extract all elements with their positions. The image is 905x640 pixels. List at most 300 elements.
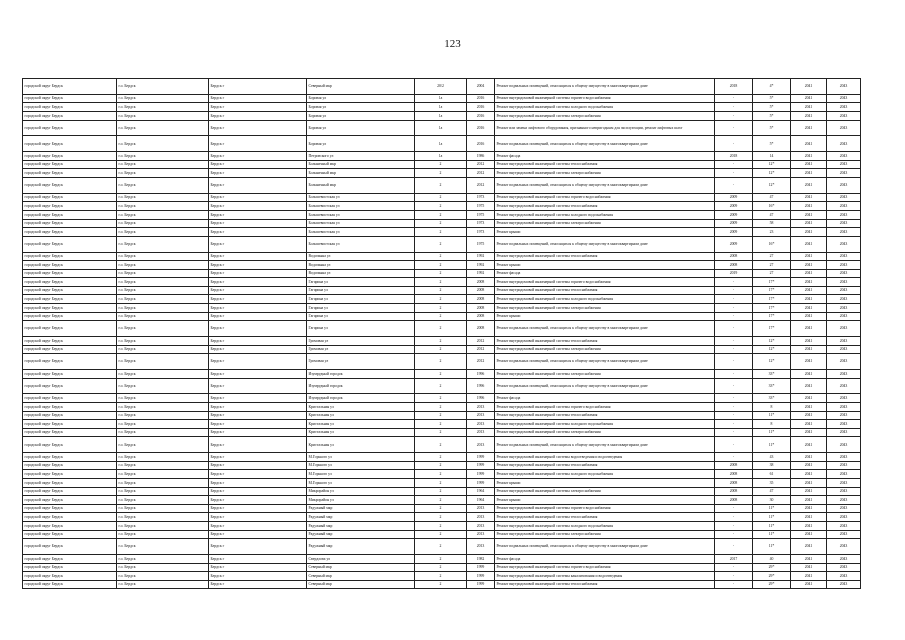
cell-build-year: 2013 (467, 428, 495, 437)
cell-plan-end-year: 2043 (827, 378, 861, 394)
cell-municipality: городской округ Бердск (23, 103, 117, 112)
cell-wear-percent: 27 (753, 261, 791, 270)
cell-work-type: Ремонт фасада (495, 554, 715, 563)
cell-house-number: 2 (415, 378, 467, 394)
table-row (23, 177, 861, 193)
cell-district: г.о. Бердск (117, 152, 209, 161)
cell-settlement: Бердск г (209, 428, 307, 437)
cell-house-number: 2 (415, 354, 467, 370)
cell-settlement: Бердск г (209, 236, 307, 252)
cell-wear-percent: 8 (753, 420, 791, 429)
cell-work-type: Ремонт внутридомовой инженерной системы электроснабжения (495, 530, 715, 539)
table-row (23, 278, 861, 287)
cell-plan-end-year: 2043 (827, 152, 861, 161)
cell-settlement: Бердск г (209, 278, 307, 287)
cell-settlement: Бердск г (209, 321, 307, 337)
cell-last-repair-year: - (715, 513, 753, 522)
cell-plan-start-year: 2041 (791, 337, 827, 346)
cell-last-repair-year: 2009 (715, 219, 753, 228)
cell-work-type: Ремонт подвальных помещений, относящихся к общему имуществу в многоквартирном доме (495, 321, 715, 337)
cell-build-year: 2008 (467, 286, 495, 295)
cell-district: г.о. Бердск (117, 554, 209, 563)
cell-work-type: Ремонт внутридомовой инженерной системы теплоснабжения (495, 337, 715, 346)
cell-district: г.о. Бердск (117, 193, 209, 202)
cell-plan-end-year: 2043 (827, 470, 861, 479)
cell-plan-end-year: 2043 (827, 496, 861, 505)
cell-district: г.о. Бердск (117, 378, 209, 394)
cell-last-repair-year: - (715, 411, 753, 420)
cell-street: Большевистская ул (307, 228, 415, 237)
cell-municipality: городской округ Бердск (23, 312, 117, 321)
table-row (23, 563, 861, 572)
cell-street: М.Горького ул (307, 461, 415, 470)
table-row (23, 504, 861, 513)
cell-plan-end-year: 2043 (827, 193, 861, 202)
cell-municipality: городской округ Бердск (23, 370, 117, 379)
cell-house-number: 2 (415, 530, 467, 539)
cell-build-year: 2016 (467, 94, 495, 103)
cell-municipality: городской округ Бердск (23, 169, 117, 178)
cell-build-year: 1992 (467, 252, 495, 261)
cell-last-repair-year: - (715, 136, 753, 152)
cell-settlement: Бердск г (209, 354, 307, 370)
cell-settlement: Бердск г (209, 411, 307, 420)
cell-wear-percent: 12* (753, 160, 791, 169)
cell-district: г.о. Бердск (117, 79, 209, 95)
cell-settlement: Бердск г (209, 169, 307, 178)
cell-work-type: Ремонт внутридомовой инженерной системы горячего водоснабжения (495, 504, 715, 513)
cell-wear-percent: 11* (753, 521, 791, 530)
cell-work-type: Ремонт внутридомовой инженерной системы холодного водоснабжения (495, 295, 715, 304)
cell-street: Петровского ул (307, 152, 415, 161)
cell-plan-start-year: 2041 (791, 411, 827, 420)
cell-work-type: Ремонт подвальных помещений, относящихся к общему имуществу в многоквартирном доме (495, 79, 715, 95)
cell-municipality: городской округ Бердск (23, 321, 117, 337)
cell-work-type: Ремонт фасада (495, 152, 715, 161)
cell-house-number: 2 (415, 228, 467, 237)
cell-work-type: Ремонт внутридомовой инженерной системы теплоснабжения (495, 461, 715, 470)
cell-last-repair-year: 2018 (715, 79, 753, 95)
cell-settlement: Бердск г (209, 378, 307, 394)
cell-work-type: Ремонт подвальных помещений, относящихся к общему имуществу в многоквартирном доме (495, 437, 715, 453)
cell-settlement: Бердск г (209, 219, 307, 228)
cell-plan-end-year: 2043 (827, 312, 861, 321)
cell-settlement: Бердск г (209, 252, 307, 261)
cell-build-year: 2013 (467, 437, 495, 453)
cell-wear-percent: 4* (753, 79, 791, 95)
cell-build-year: 1996 (467, 378, 495, 394)
cell-plan-end-year: 2043 (827, 278, 861, 287)
table-row (23, 304, 861, 313)
cell-build-year: 2008 (467, 312, 495, 321)
cell-street: Боровая ул (307, 103, 415, 112)
cell-build-year: 2013 (467, 411, 495, 420)
cell-plan-start-year: 2041 (791, 437, 827, 453)
cell-wear-percent: 12* (753, 169, 791, 178)
cell-build-year: 2013 (467, 504, 495, 513)
cell-municipality: городской округ Бердск (23, 428, 117, 437)
cell-work-type: Ремонт крыши (495, 312, 715, 321)
cell-plan-end-year: 2043 (827, 136, 861, 152)
cell-plan-start-year: 2041 (791, 219, 827, 228)
cell-street: Боровая ул (307, 111, 415, 120)
cell-municipality: городской округ Бердск (23, 269, 117, 278)
cell-plan-start-year: 2041 (791, 312, 827, 321)
cell-house-number: 2 (415, 345, 467, 354)
cell-district: г.о. Бердск (117, 304, 209, 313)
cell-wear-percent: 5* (753, 111, 791, 120)
cell-plan-start-year: 2041 (791, 136, 827, 152)
cell-house-number: 2 (415, 193, 467, 202)
cell-work-type: Ремонт внутридомовой инженерной системы горячего водоснабжения (495, 563, 715, 572)
cell-district: г.о. Бердск (117, 269, 209, 278)
cell-last-repair-year: 2009 (715, 210, 753, 219)
cell-work-type: Ремонт внутридомовой инженерной системы холодного водоснабжения (495, 103, 715, 112)
cell-house-number: 2 (415, 177, 467, 193)
table-row (23, 420, 861, 429)
cell-street: Гагарина ул (307, 312, 415, 321)
cell-plan-end-year: 2043 (827, 103, 861, 112)
cell-street: Кристальная ул (307, 403, 415, 412)
cell-wear-percent: 35 (753, 478, 791, 487)
cell-plan-start-year: 2041 (791, 169, 827, 178)
cell-work-type: Ремонт внутридомовой инженерной системы электроснабжения (495, 304, 715, 313)
cell-district: г.о. Бердск (117, 169, 209, 178)
cell-municipality: городской округ Бердск (23, 496, 117, 505)
cell-house-number: 2 (415, 437, 467, 453)
cell-build-year: 1999 (467, 461, 495, 470)
cell-district: г.о. Бердск (117, 411, 209, 420)
cell-street: Громовая ул (307, 354, 415, 370)
table-row (23, 572, 861, 581)
cell-municipality: городской округ Бердск (23, 461, 117, 470)
table-row (23, 120, 861, 136)
cell-plan-end-year: 2043 (827, 120, 861, 136)
cell-plan-end-year: 2043 (827, 572, 861, 581)
cell-work-type: Ремонт внутридомовой инженерной системы электроснабжения (495, 169, 715, 178)
cell-settlement: Бердск г (209, 261, 307, 270)
cell-municipality: городской округ Бердск (23, 304, 117, 313)
cell-work-type: Ремонт внутридомовой инженерной системы горячего водоснабжения (495, 278, 715, 287)
table-row (23, 193, 861, 202)
cell-house-number: 2 (415, 461, 467, 470)
cell-last-repair-year: 2009 (715, 236, 753, 252)
cell-build-year: 2012 (467, 337, 495, 346)
cell-street: Северный мкр (307, 572, 415, 581)
cell-plan-start-year: 2041 (791, 354, 827, 370)
cell-plan-start-year: 2041 (791, 228, 827, 237)
cell-plan-start-year: 2041 (791, 177, 827, 193)
cell-work-type: Ремонт внутридомовой инженерной системы электроснабжения (495, 428, 715, 437)
cell-district: г.о. Бердск (117, 337, 209, 346)
cell-wear-percent: 38 (753, 461, 791, 470)
cell-wear-percent: 11* (753, 437, 791, 453)
cell-plan-end-year: 2043 (827, 554, 861, 563)
cell-work-type: Ремонт внутридомовой инженерной системы холодного водоснабжения (495, 470, 715, 479)
cell-plan-end-year: 2043 (827, 428, 861, 437)
cell-street: Больничный мкр (307, 177, 415, 193)
cell-plan-end-year: 2043 (827, 202, 861, 211)
cell-wear-percent: 29* (753, 580, 791, 589)
cell-municipality: городской округ Бердск (23, 337, 117, 346)
cell-district: г.о. Бердск (117, 539, 209, 555)
cell-build-year: 1975 (467, 236, 495, 252)
cell-build-year: 2016 (467, 120, 495, 136)
cell-build-year: 2008 (467, 304, 495, 313)
cell-plan-end-year: 2043 (827, 478, 861, 487)
cell-plan-start-year: 2041 (791, 572, 827, 581)
cell-work-type: Ремонт внутридомовой инженерной системы теплоснабжения (495, 411, 715, 420)
cell-wear-percent: 12* (753, 345, 791, 354)
cell-last-repair-year: 2018 (715, 152, 753, 161)
cell-street: Свердлова ул (307, 554, 415, 563)
cell-work-type: Ремонт фасада (495, 394, 715, 403)
cell-district: г.о. Бердск (117, 354, 209, 370)
cell-settlement: Бердск г (209, 453, 307, 462)
cell-municipality: городской округ Бердск (23, 554, 117, 563)
cell-wear-percent: 5* (753, 136, 791, 152)
cell-district: г.о. Бердск (117, 403, 209, 412)
cell-house-number: 2 (415, 521, 467, 530)
cell-work-type: Ремонт фасада (495, 269, 715, 278)
cell-build-year: 1964 (467, 487, 495, 496)
cell-work-type: Ремонт подвальных помещений, относящихся к общему имуществу в многоквартирном доме (495, 378, 715, 394)
cell-last-repair-year: - (715, 530, 753, 539)
cell-wear-percent: 12* (753, 337, 791, 346)
cell-house-number: 2 (415, 295, 467, 304)
cell-plan-end-year: 2043 (827, 539, 861, 555)
cell-last-repair-year: 2019 (715, 269, 753, 278)
table-row (23, 269, 861, 278)
cell-street: Громовая ул (307, 345, 415, 354)
cell-settlement: Бердск г (209, 580, 307, 589)
table-row (23, 295, 861, 304)
cell-last-repair-year: 2009 (715, 193, 753, 202)
cell-municipality: городской округ Бердск (23, 152, 117, 161)
cell-last-repair-year: - (715, 420, 753, 429)
cell-settlement: Бердск г (209, 572, 307, 581)
cell-plan-end-year: 2043 (827, 94, 861, 103)
cell-street: М.Горького ул (307, 453, 415, 462)
cell-district: г.о. Бердск (117, 504, 209, 513)
cell-last-repair-year: 2008 (715, 261, 753, 270)
cell-last-repair-year: 2008 (715, 461, 753, 470)
cell-work-type: Ремонт внутридомовой инженерной системы теплоснабжения (495, 160, 715, 169)
cell-settlement: Бердск г (209, 202, 307, 211)
cell-plan-start-year: 2041 (791, 428, 827, 437)
table-row (23, 411, 861, 420)
table-row (23, 370, 861, 379)
cell-wear-percent: 47 (753, 193, 791, 202)
cell-work-type: Ремонт крыши (495, 261, 715, 270)
cell-settlement: Бердск г (209, 94, 307, 103)
cell-street: М.Горького ул (307, 470, 415, 479)
cell-plan-start-year: 2041 (791, 295, 827, 304)
cell-plan-start-year: 2041 (791, 120, 827, 136)
cell-plan-start-year: 2041 (791, 580, 827, 589)
cell-district: г.о. Бердск (117, 312, 209, 321)
cell-wear-percent: 16* (753, 202, 791, 211)
cell-wear-percent: 11* (753, 504, 791, 513)
cell-municipality: городской округ Бердск (23, 354, 117, 370)
cell-build-year: 2008 (467, 321, 495, 337)
table-row (23, 79, 861, 95)
cell-municipality: городской округ Бердск (23, 286, 117, 295)
cell-plan-start-year: 2041 (791, 530, 827, 539)
cell-last-repair-year: - (715, 580, 753, 589)
cell-house-number: 2 (415, 453, 467, 462)
cell-wear-percent: 12* (753, 354, 791, 370)
cell-district: г.о. Бердск (117, 563, 209, 572)
cell-wear-percent: 43 (753, 453, 791, 462)
cell-plan-end-year: 2043 (827, 252, 861, 261)
cell-municipality: городской округ Бердск (23, 210, 117, 219)
cell-street: Гагарина ул (307, 295, 415, 304)
cell-district: г.о. Бердск (117, 370, 209, 379)
cell-municipality: городской округ Бердск (23, 513, 117, 522)
cell-municipality: городской округ Бердск (23, 177, 117, 193)
cell-settlement: Бердск г (209, 160, 307, 169)
cell-plan-start-year: 2041 (791, 94, 827, 103)
cell-wear-percent: 17* (753, 295, 791, 304)
cell-settlement: Бердск г (209, 304, 307, 313)
cell-build-year: 1992 (467, 261, 495, 270)
table-row (23, 487, 861, 496)
cell-wear-percent: 33* (753, 370, 791, 379)
table-row (23, 210, 861, 219)
cell-municipality: городской округ Бердск (23, 539, 117, 555)
cell-district: г.о. Бердск (117, 321, 209, 337)
cell-last-repair-year: - (715, 160, 753, 169)
cell-municipality: городской округ Бердск (23, 437, 117, 453)
cell-district: г.о. Бердск (117, 111, 209, 120)
cell-plan-start-year: 2041 (791, 453, 827, 462)
cell-plan-end-year: 2043 (827, 370, 861, 379)
cell-last-repair-year: - (715, 437, 753, 453)
cell-build-year: 2012 (467, 345, 495, 354)
cell-house-number: 2 (415, 370, 467, 379)
cell-district: г.о. Бердск (117, 394, 209, 403)
cell-work-type: Ремонт внутридомовой инженерной системы водоотведения и водоотведения (495, 453, 715, 462)
cell-plan-start-year: 2041 (791, 504, 827, 513)
cell-last-repair-year: - (715, 286, 753, 295)
cell-house-number: 2 (415, 428, 467, 437)
cell-last-repair-year: - (715, 453, 753, 462)
cell-last-repair-year: 2008 (715, 252, 753, 261)
cell-settlement: Бердск г (209, 103, 307, 112)
cell-settlement: Бердск г (209, 554, 307, 563)
cell-build-year: 1996 (467, 370, 495, 379)
cell-settlement: Бердск г (209, 370, 307, 379)
cell-work-type: Ремонт подвальных помещений, относящихся к общему имуществу в многоквартирном доме (495, 354, 715, 370)
cell-plan-start-year: 2041 (791, 563, 827, 572)
cell-settlement: Бердск г (209, 470, 307, 479)
cell-house-number: 2 (415, 487, 467, 496)
table-row (23, 437, 861, 453)
cell-settlement: Бердск г (209, 504, 307, 513)
cell-plan-start-year: 2041 (791, 278, 827, 287)
cell-house-number: 1а (415, 94, 467, 103)
cell-municipality: городской округ Бердск (23, 111, 117, 120)
cell-plan-end-year: 2043 (827, 236, 861, 252)
cell-district: г.о. Бердск (117, 513, 209, 522)
cell-plan-end-year: 2043 (827, 177, 861, 193)
cell-settlement: Бердск г (209, 394, 307, 403)
table-row (23, 461, 861, 470)
cell-house-number: 2 (415, 219, 467, 228)
cell-house-number: 2 (415, 236, 467, 252)
cell-district: г.о. Бердск (117, 136, 209, 152)
cell-municipality: городской округ Бердск (23, 202, 117, 211)
cell-street: М.Горького ул (307, 478, 415, 487)
cell-district: г.о. Бердск (117, 470, 209, 479)
cell-build-year: 2013 (467, 539, 495, 555)
cell-plan-end-year: 2043 (827, 304, 861, 313)
cell-work-type: Ремонт внутридомовой инженерной системы теплоснабжения (495, 252, 715, 261)
cell-street: Микрорайон ул (307, 487, 415, 496)
table-row (23, 252, 861, 261)
cell-district: г.о. Бердск (117, 437, 209, 453)
cell-house-number: 1а (415, 152, 467, 161)
cell-street: Боровая ул (307, 94, 415, 103)
cell-district: г.о. Бердск (117, 580, 209, 589)
cell-plan-start-year: 2041 (791, 152, 827, 161)
cell-last-repair-year: - (715, 111, 753, 120)
cell-last-repair-year: 2017 (715, 554, 753, 563)
table-row (23, 530, 861, 539)
cell-wear-percent: 33* (753, 394, 791, 403)
cell-settlement: Бердск г (209, 286, 307, 295)
cell-street: Кристальная ул (307, 420, 415, 429)
cell-municipality: городской округ Бердск (23, 136, 117, 152)
cell-house-number: 2 (415, 160, 467, 169)
cell-last-repair-year: - (715, 304, 753, 313)
table-row (23, 378, 861, 394)
cell-plan-start-year: 2041 (791, 193, 827, 202)
cell-last-repair-year: - (715, 103, 753, 112)
cell-build-year: 2013 (467, 513, 495, 522)
cell-municipality: городской округ Бердск (23, 521, 117, 530)
cell-wear-percent: 11* (753, 530, 791, 539)
cell-settlement: Бердск г (209, 496, 307, 505)
cell-house-number: 2 (415, 513, 467, 522)
cell-municipality: городской округ Бердск (23, 572, 117, 581)
cell-build-year: 2012 (467, 177, 495, 193)
cell-last-repair-year: - (715, 428, 753, 437)
cell-work-type: Ремонт внутридомовой инженерной системы холодного водоснабжения (495, 521, 715, 530)
cell-last-repair-year: - (715, 295, 753, 304)
cell-work-type: Ремонт крыши (495, 228, 715, 237)
cell-plan-start-year: 2041 (791, 539, 827, 555)
cell-settlement: Бердск г (209, 136, 307, 152)
table-row (23, 521, 861, 530)
cell-build-year: 1982 (467, 554, 495, 563)
cell-house-number: 2 (415, 304, 467, 313)
cell-street: Большевистская ул (307, 210, 415, 219)
cell-municipality: городской округ Бердск (23, 278, 117, 287)
cell-plan-end-year: 2043 (827, 219, 861, 228)
cell-district: г.о. Бердск (117, 530, 209, 539)
cell-settlement: Бердск г (209, 295, 307, 304)
cell-municipality: городской округ Бердск (23, 420, 117, 429)
cell-settlement: Бердск г (209, 420, 307, 429)
cell-build-year: 2016 (467, 111, 495, 120)
table-row (23, 169, 861, 178)
cell-house-number: 2 (415, 286, 467, 295)
cell-settlement: Бердск г (209, 177, 307, 193)
cell-plan-start-year: 2041 (791, 202, 827, 211)
cell-settlement: Бердск г (209, 152, 307, 161)
